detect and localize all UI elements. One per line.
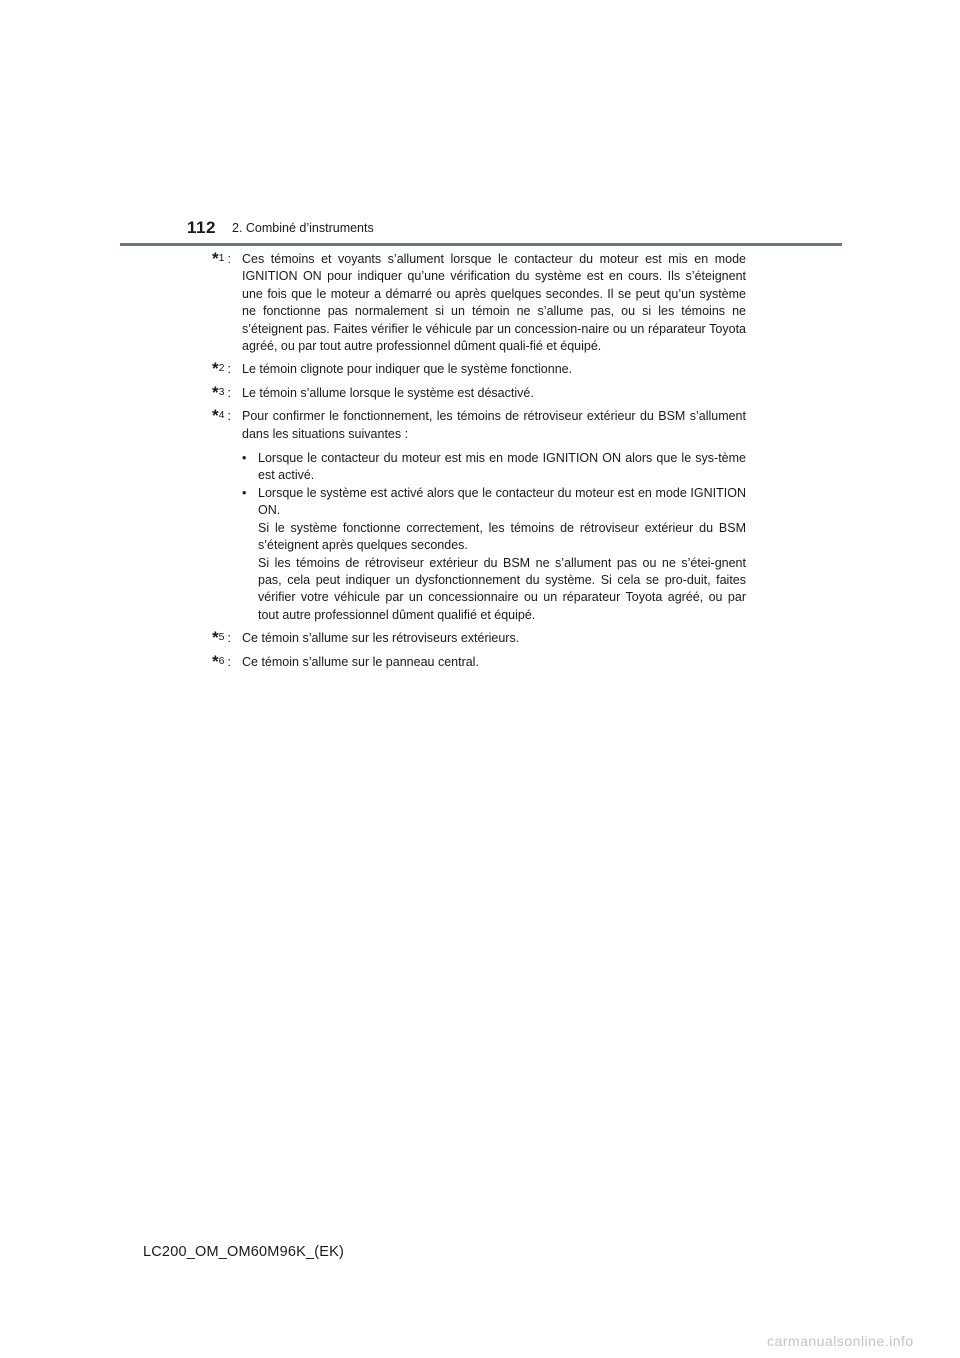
bullet-item (242, 485, 746, 624)
bullet-text (258, 450, 746, 485)
marker-colon: : (227, 385, 231, 400)
footnote-text: Ce témoin s’allume sur le panneau central. (242, 654, 479, 669)
bullet-paragraph: Si le système fonctionne correctement, les témoins de rétroviseur extérieur du BSM s’éteignent après quelques secondes. (258, 520, 746, 553)
marker-colon: : (227, 409, 231, 424)
document-code: LC200_OM_OM60M96K_(EK) (143, 1244, 345, 1260)
bullet-paragraph: Si les témoins de rétroviseur extérieur du BSM ne s’allument pas ou ne s’étei-gnent pas, cela peut indiquer un dysfonctionnement du système. Si cela se pro-duit, faites vérifier votre véhicule par un concessionnaire ou un réparateur Toyota agréé, ou par tout autre professionnel dûment qualifié et équipé. (258, 555, 746, 622)
footnote-text: Le témoin clignote pour indiquer que le système fonctionne. (242, 362, 573, 377)
footnote-marker (212, 408, 242, 425)
marker-colon: : (227, 362, 231, 377)
bullet-item (242, 450, 746, 485)
asterisk-icon: * (212, 249, 219, 268)
bullet-list (242, 450, 746, 624)
bullet-icon: • (242, 485, 247, 500)
page-number: 112 (187, 218, 216, 237)
bullet-text (258, 485, 746, 624)
marker-colon: : (227, 631, 231, 646)
marker-colon: : (227, 654, 231, 669)
footnote-list (212, 251, 746, 677)
asterisk-icon: * (212, 651, 219, 671)
marker-colon: : (227, 252, 231, 266)
footnote-4 (212, 408, 746, 624)
bullet-paragraph: Lorsque le contacteur du moteur est mis en mode IGNITION ON alors que le sys-tème est activé. (258, 451, 746, 483)
section-title: 2. Combiné d’instruments (232, 221, 374, 235)
footnote-text: Ces témoins et voyants s’allument lorsque le contacteur du moteur est mis en mode IGNITION ON pour indiquer qu’une vérification du système est en cours. Ils s’éteignent une fois que le moteur a démarré ou après quelques secondes. Il se peut qu’un système ne fonctionne pas normalement si un témoin ne s’allume pas, ou si les témoins ne s’éteignent pas. Faites vérifier le véhicule par un concession-naire ou un réparateur Toyota agréé, ou par tout autre professionnel dûment quali-fié et équipé. (242, 252, 746, 354)
footnote-number: 3 (218, 385, 225, 398)
header-divider (120, 243, 842, 246)
footnote-marker (212, 251, 242, 268)
footnote-marker (212, 361, 242, 378)
bullet-paragraph: Lorsque le système est activé alors que le contacteur du moteur est en mode IGNITION ON. (258, 485, 746, 518)
asterisk-icon: * (212, 628, 219, 648)
watermark: carmanualsonline.info (767, 1333, 914, 1349)
footnote-marker (212, 382, 242, 402)
footnote-6 (212, 651, 746, 671)
footnote-marker (212, 651, 242, 671)
footnote-number: 5 (218, 631, 225, 644)
bullet-icon: • (242, 451, 247, 466)
asterisk-icon: * (212, 406, 219, 426)
footnote-intro: Pour confirmer le fonctionnement, les témoins de rétroviseur extérieur du BSM s’allument dans les situations suivantes : (242, 409, 746, 441)
footnote-text (242, 408, 746, 624)
footnote-2 (212, 361, 746, 378)
footnote-text: Ce témoin s’allume sur les rétroviseurs extérieurs. (242, 631, 520, 646)
footnote-5 (212, 630, 746, 647)
asterisk-icon: * (212, 382, 219, 402)
asterisk-icon: * (212, 359, 219, 379)
footnote-number: 4 (218, 409, 225, 422)
footnote-number: 2 (218, 362, 225, 375)
footnote-1 (212, 251, 746, 355)
footnote-text: Le témoin s’allume lorsque le système est désactivé. (242, 385, 534, 400)
footnote-number: 1 (218, 252, 225, 264)
footnote-3 (212, 382, 746, 402)
footnote-number: 6 (218, 654, 225, 667)
footnote-marker (212, 630, 242, 647)
